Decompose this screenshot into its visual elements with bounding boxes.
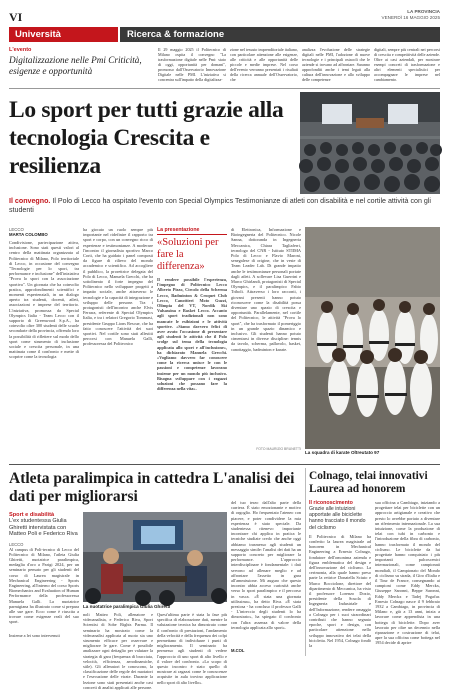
publication-date: VENERDÌ 16 MAGGIO 2025 bbox=[381, 14, 440, 20]
main-summary-text: Il Polo di Lecco ha ospitato l'evento con Special Olympics Testimonianze di atleti con disabilità e nel cortile attività con gli studenti bbox=[9, 197, 431, 214]
section-university: Università bbox=[9, 27, 118, 42]
karate-caption: La squadra di karate Oltreutato 97 bbox=[305, 450, 380, 455]
colnago-col1: Il Politecnico di Milano ha conferito la laurea magistrale ad honorem in Mechanical Engineering a Ernesto Colnago, fondatore dell'omonima azienda e figura emblematica del design e dell'innovazione del ciclismo. La cerimonia, alla quale hanno preso parte la rettrice Donatella Sciuto e Marco Bocciolone, direttore del dipartimento di Meccanica, ha visto il professore Lorenzo Dozio, presidente della Scuola di Ingegneria Industriale e dell'Informazione, rendere omaggio a Colnago per i suoi straordinari contributi che hanno segnato epoche, sport e design, con particolare attenzione nello sviluppo innovativo dei telai della bicicletta. Nel 1954, Colnago fondò la bbox=[309, 533, 371, 649]
colnago-tag: Il riconoscimento bbox=[309, 500, 353, 506]
athlete-signature: M.COL bbox=[231, 648, 245, 653]
top-story-col5: digitali, sempre più centrali nei percorsi di crescita e competitività delle aziende. Oltre ai casi aziendali, per mostrare esempi concreti di trasformazione e altri elementi specialistici per accompagnare le imprese nel cambiamento. bbox=[374, 47, 440, 82]
athlete-left-col bbox=[9, 512, 79, 638]
athlete-col3: Quest'ultima parte è stata la fase più specifica di elaborazione dati, mentre la valutazione tecnica ha dimostrato come il confronto di prestazioni, l'andamento della velocità e della frequenza dei colpi permettano di individuare i punti di miglioramento. Il seminario ha permesso agli studenti di vedere l'approccio di uno sport di alto livello e il valore del confronto. «Lo scopo di questo incontro è stato quello di mostrare ai ragazzi come le conoscenze acquisite in aula trovino applicazione nello sport di alto livello». bbox=[157, 612, 227, 685]
top-story-head bbox=[9, 47, 154, 77]
athlete-photo-art bbox=[83, 512, 227, 602]
page-number: VI bbox=[9, 10, 23, 24]
athlete-place: LECCO bbox=[9, 541, 24, 547]
athlete-tag: Sport e disabilità bbox=[9, 512, 55, 518]
main-byline bbox=[9, 227, 79, 237]
rule-bottom bbox=[9, 464, 440, 465]
main-col1: Condivisione, partecipazione attiva, inclusione. Sono stati questi valori al centro della mattinata organizzata al Politecnico di Milano, Polo territoriale di Lecco, in occasione del convegno "Tecnologie per lo sport, tra performance e inclusione" dell'iniziativa "Prova lo sport con la associazione sportiva". Un giornata che ha coinvolto pratica, approfondimenti scientifici e momenti esperienziali, in un dialogo aperto tra studenti, docenti, atleti, associazioni e imprese del territorio. L'iniziativa, promossa da Special Olympics Italia - Team Lecco con il supporto di Greenwood S.p.A., ha coinvolto oltre 300 studenti delle scuole secondarie della provincia, offrendo loro la possibilità di riflettere sul modo dello sport come strumento di inclusione sociale e crescita personale, in una mattinata come il confronto e mette di scoprire come la tecnologia bbox=[9, 240, 79, 360]
section-bar bbox=[9, 27, 440, 42]
karate-photo-art bbox=[305, 227, 440, 449]
rule-vertical bbox=[305, 468, 306, 656]
athlete-col1: Al campus di Poli-tecnico di Lecco del Politecnico di Milano, l'atleta Giulia Ghiretti, nuotatrice paralimpica, medaglia d'oro a Parigi 2024, per un seminario pensato per gli studenti del corso di Laurea magistrale in Mechanical Engineering - Sports Engineering, all'interno del corso Sports Biomechanics and Evaluation of Human Performance della professoressa Manuela Galli. La nuotatrice parmigiana ha illustrato come si prepara alle sue gare. Ecco come è riuscita a trovare come esigenze reali del suo sport. bbox=[9, 546, 79, 625]
athlete-headline: Atleta paralimpica in cattedra L'analisi dei dati per migliorarsi bbox=[9, 470, 295, 505]
athlete-photo-caption: La nuotatrice paralimpica Giulia Ghiretti bbox=[83, 604, 171, 609]
main-headline: Lo sport per tutti grazie alla tecnologia Crescita e resilienza bbox=[9, 97, 284, 179]
masthead-info bbox=[382, 9, 440, 20]
colnago-col2: sua officina a Cambiago, iniziando a progettare telai per biciclette con un approccio artigianale e creativo che presto lo avrebbe portato a diventare un riferimento internazionale. La sua intuizione, come la produzione di telai con tubi in carbonio e l'introduzione della fibra di carbonio, hanno trasformato il mondo del ciclismo. Le biciclette da lui progettate hanno conquistato i più importanti palcoscenici internazionali, come campionati mondiali, il Campionato del Mondo di ciclismo su strada, il Giro d'Italia e il Tour de France, consegnando ai campioni come Eddy Merckx, Giuseppe Saronni, Beppe Saronni, Eddy Merckx e Tadej Pogačar. Ernesto Colnago nasce il 9 febbraio 1932 a Cambiago, in provincia di Milano e, già a 13 anni, inizia a lavorare come apprendista in una bottega di biciclette. Dopo aver lavorato per oltre un decennio nella riparazione e costruzione di telai, apre la sua officina come bottega nel 1954 decide di aprire bbox=[375, 500, 440, 646]
top-story-col3: zione nel tessuto imprenditoriale italiano, con particolare attenzione alle esigenze, alle criticità e alle opportunità delle piccole e medie imprese. Nel corso dell'evento verranno presentati i risultati della ricerca annuale dell'Osservatorio, che bbox=[230, 47, 298, 82]
colnago-deck: Grazie alle intuizioni apportate alle biciclette hanno tracciato il mondo del ciclismo bbox=[309, 506, 366, 531]
main-col3-box bbox=[157, 227, 227, 443]
rule-top bbox=[9, 88, 440, 89]
athlete-deck: L'ex studentessa Giulia Ghiretti intervistata con Matteo Poli e Federico Riva bbox=[9, 518, 78, 537]
main-col3: Il rendere possibile l'esperienza, l'impegno di Politecnico Lecco Alberto Pizzo, Circolo della Scherma Lecco, Badminton & Croquet Club Lecco, Canottieri Moto Guzzi, Olimpia del VT, Nordik Ski Valsassina e Basket Lecco. Accanto agli sport tradizionali non sono mancate le esibizioni e le attività sportive. «Siamo davvero felici di aver avuto l'occasione di presentare agli studenti le attività che il Polo svolge sul tema della tecnologia applicata allo sport e all'inclusione», ha dichiarato Manuela Grecchi. «Vogliamo davvero far conoscere come la ricerca unisce le con le passioni e competenze lavorano insieme per un mondo più inclusivo. Bisogna sviluppare con i ragazzi soluzioni che possano fare la differenza nella vita». bbox=[157, 277, 227, 392]
athlete-col4: del tuo terzo dall'alto parte della carriera. È stato emozionante e motivo di orgoglio. Ho frequentato l'ateneo con piacere, e poter condividere la mia esperienza è stato speciale. Da studentessa ritenevo importante incontrare chi applica in pratica le tecniche studiate credo che anche oggi abbiamo trasmesso agli studenti un messaggio simile: l'analisi dei dati ha un supporto concreto per migliorare la performance. L'approccio interdisciplinare è fondamentale: i dati servono ad allenare meglio e ad affrontare l'assetto in gara all'ammissione. Mi auguro che questo incontro abbia acceso curiosità anche verso lo sport paralimpico e il percorso in vasca. «È stata una giornata utilissima», ha detto Riva. «È stata preziosa - ha concluso il professor Galli - L'intreccio degli studenti lo ha dimostrato», ha spiegato il confronto con l'altra assenza di valore della tecnologia applicata allo sport». bbox=[231, 500, 301, 630]
top-story-col4: analizza l'evoluzione delle strategie digitali nelle PMI, l'adozione di nuove tecnologie e i principali ostacoli che le aziende si trovano ad affrontare. Saranno approfonditi anche i temi legati alla cultura dell'innovazione e allo sviluppo delle competenze bbox=[302, 47, 370, 82]
photo-credit: FOTO MAURIZIO BRUNETTI bbox=[256, 447, 301, 451]
athlete-col2: noli Matteo Poli, allenatore e videoanalista, e Federico Riva, Sport Scientist di Sobe Rights Parma. Il seminario ha mostrato come la videoanalisi applicata al nuoto sia uno strumento efficace per osservare e migliorare le gare. Come è possibile analizzare ogni dettaglio per valutare la strategia di gara (frequenza di bracciata, velocità, efficienza, aerodinamiche, stile). Gli allenatori le conoscono, la classificazione delle regole dei nuotatori e l'esecuzione delle virate. Durante la lezione sono stati presentati anche casi concreti di analisi applicati alle persone. bbox=[83, 612, 153, 690]
colnago-left-col bbox=[309, 500, 371, 649]
top-story-col2: Il 29 maggio 2025 il Politecnico di Milano ospita il convegno "La trasformazione digitale nelle Pmi: stato di oggi, opportunità per domani", promosso dall'Osservatorio Innovazione Digitale nelle PMI. L'iniziativa si concentra sull'impatto della digitalizza- bbox=[158, 47, 226, 82]
main-col2: ha giocato un ruolo sempre più importante nel ridefinire il rapporto tra sport e corpo, con un convegno ricco di esperienze e testimonianze. A moderare l'incontro il giornalista sportivo Marco Corti, che ha guidato i panel composti da figure di rilievo del mondo accademico e scientifico. Ad accogliere il pubblico, la prorettrice delegata del Polo di Lecco, Manuela Grecchi, che ha sottolineato il forte impegno del Politecnico nello sviluppare progetti a impatto sociale, anche attraverso le tecnologie e la capacità di integrazione e sviluppo delle persone. Tra i protagonisti dell'incontro anche Elvis Ferrara, referente di Special Olympics Italia, e tra i relatori Gregorio Tommasi, presidente Gruppo Lions Rescue, che ha fatto conoscere l'attività dei suoi sportivi. Nel cortile sono stati allestiti percorsi con Manuela Galli, professoressa del Politecnico bbox=[83, 227, 153, 347]
top-story-kicker: L'evento bbox=[9, 47, 32, 53]
athlete-photo bbox=[83, 512, 227, 602]
main-place: LECCO bbox=[9, 227, 24, 232]
section-research: Ricerca & formazione bbox=[120, 27, 440, 42]
colnago-headline: Colnago, telai innovativi Laurea ad honorem bbox=[309, 470, 428, 495]
karate-photo bbox=[305, 227, 440, 449]
publication-name: LA PROVINCIA bbox=[407, 9, 440, 14]
pull-quote: «Soluzioni per fare la differenza» bbox=[157, 237, 219, 272]
presentation-label: La presentazione bbox=[157, 227, 227, 235]
main-summary-kicker: Il convegno. bbox=[9, 197, 51, 205]
conference-photo-art bbox=[300, 92, 440, 194]
conference-photo bbox=[300, 92, 440, 194]
main-col4: di Elettronica, Informazione e Bioingegneria del Politecnico. Nicole Sanna, dottoranda in Ingegneria Meccanica, Chiara Tagliaferri, tecnologo del CNR - Istituto STIIMA Polo di Lecco e Flavio Maroni, senegalese di origine, che in veste di Team Leader Lab. Di grande impatto anche le testimonianze personali portate dagli atleti. A sollevare Lisa Guerrini e Marco Ghirlandi, protagonisti di Special Olympics, e il paralimpico Fabio Triboli. Attraverso i loro racconti, i giovani presenti hanno potuto riconoscere come la disabilità possa diventare uno spazio di crescita e opportunità. Parallelamente, nel cortile del Politecnico, le attività "Prova lo sport", che ha trasformato il pomeriggio in un grande spazio dinamico e inclusivo. Gli studenti hanno potuto cimentarsi in diverse discipline: tennis da tavolo, scherma, pallavolo, basket, canottaggio, badminton e karate. bbox=[231, 227, 301, 352]
top-story-title: Digitalizzazione nelle Pmi Criticità, esigenze e opportunità bbox=[9, 55, 142, 76]
athlete-col1-end: Insieme a lei sono intervenuti bbox=[9, 632, 60, 638]
main-author: MARTA COLOMBO bbox=[9, 232, 48, 237]
main-summary bbox=[9, 197, 440, 215]
